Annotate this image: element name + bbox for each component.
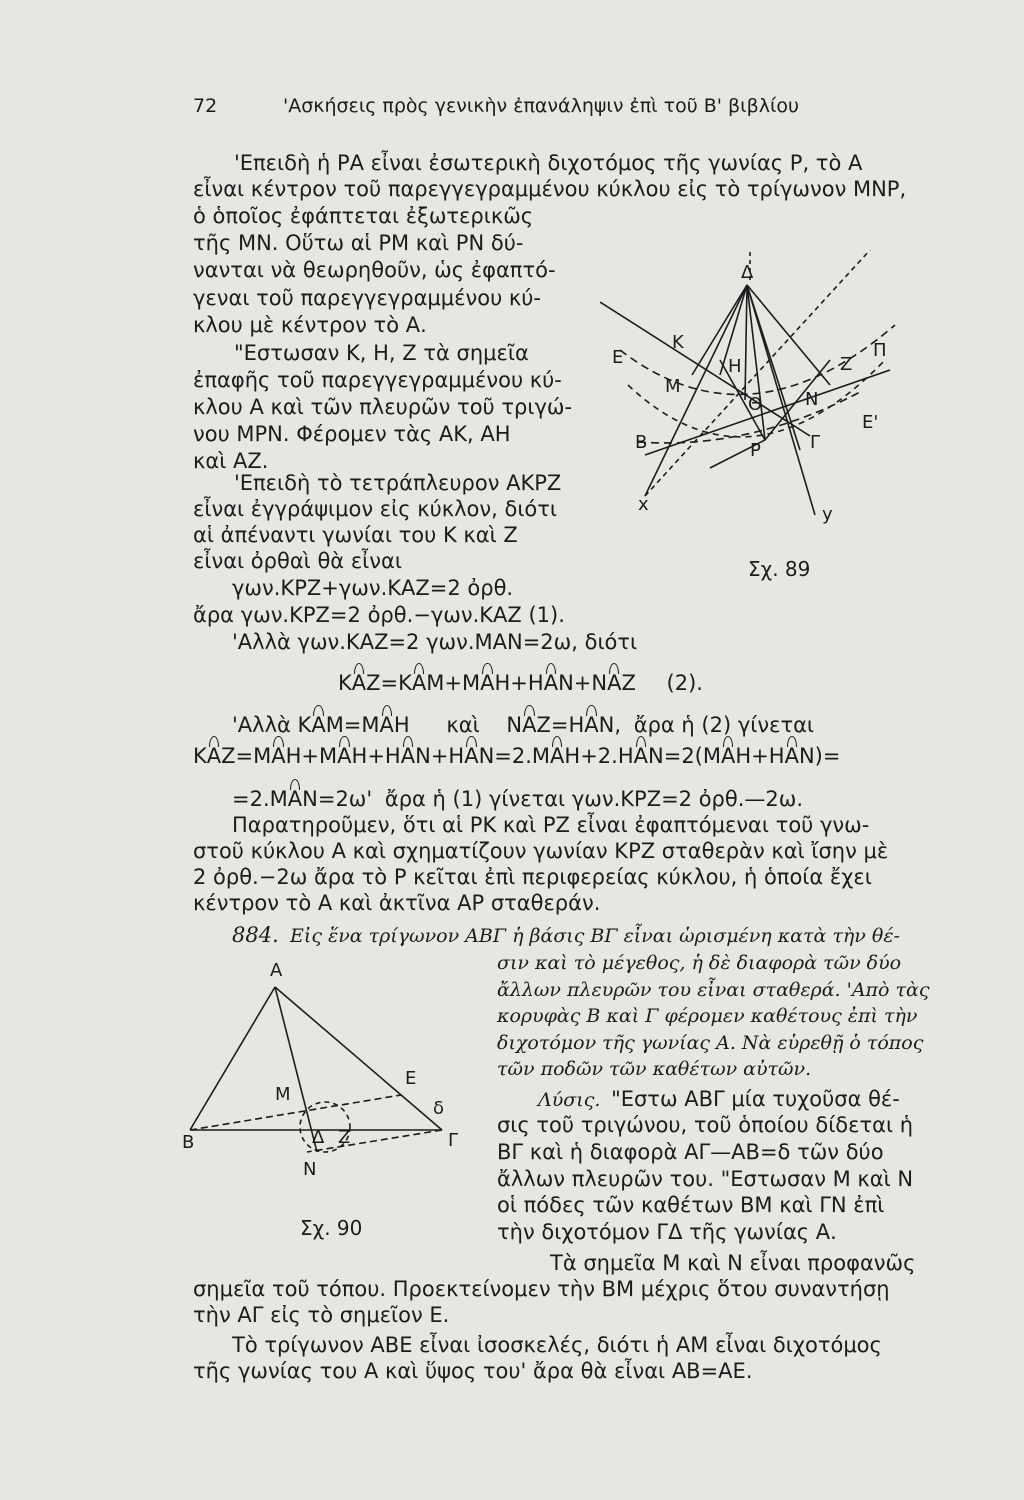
fig89-label-k: Κ <box>672 332 684 353</box>
text-line: εἶναι κέντρον τοῦ παρεγγεγραμμένου κύκλου εἰς τὸ τρίγωνον ΜΝΡ, <box>193 177 907 201</box>
fig89-label-z: Ζ <box>840 354 853 375</box>
figure-89-lines <box>600 250 895 515</box>
figure-90 <box>180 950 480 1180</box>
text-line: εἶναι ἐγγράψιμον εἰς κύκλον, διότι <box>193 497 558 521</box>
fig90-label-a: Α <box>270 960 283 981</box>
fig90-label-m: Μ <box>275 1084 291 1105</box>
solution-line: οἱ πόδες τῶν καθέτων ΒΜ καὶ ΓΝ ἐπὶ <box>497 1193 885 1217</box>
equation-4: KAZ=MAH+MAH+HAN+HAN=2.MAH+2.HAN=2(MAH+HAN)= <box>193 744 841 768</box>
solution-line: ἄλλων πλευρῶν του. "Εστωσαν Μ καὶ Ν <box>497 1167 914 1191</box>
fig89-label-h: Η <box>728 356 742 377</box>
text-line: "Εστωσαν Κ, Η, Ζ τὰ σημεῖα <box>234 341 529 365</box>
text-line: ἐπαφῆς τοῦ παρεγγεγραμμένου κύ- <box>193 368 562 392</box>
solution-label: Λύσις. <box>538 1089 601 1111</box>
fig89-label-g: Γ <box>810 432 821 453</box>
solution-line: τὴν διχοτόμον ΓΔ τῆς γωνίας Α. <box>497 1220 837 1244</box>
text-line: νου ΜΡΝ. Φέρομεν τὰς ΑΚ, ΑΗ <box>193 422 511 446</box>
figure-90-caption: Σχ. 90 <box>300 1216 363 1240</box>
exercise-statement: Εἰς ἕνα τρίγωνον ΑΒΓ ἡ βάσις ΒΓ εἶναι ὡρισμένη κατὰ τὴν θέ- <box>290 925 900 947</box>
solution-line: τὴν ΑΓ εἰς τὸ σημεῖον Ε. <box>193 1303 450 1327</box>
text-line: αἱ ἀπέναντι γωνίαι του Κ καὶ Ζ <box>193 523 518 547</box>
fig89-label-e1: Ε <box>612 347 624 368</box>
text-line: 'Επειδὴ ἡ ΡΑ εἶναι ἐσωτερικὴ διχοτόμος τῆς γωνίας Ρ, τὸ Α <box>234 151 863 175</box>
text-line: γων.ΚΡΖ+γων.ΚΑΖ=2 ὀρθ. <box>232 576 514 600</box>
exercise-statement: διχοτόμον τῆς γωνίας Α. Νὰ εὑρεθῇ ὁ τόπος <box>497 1032 924 1054</box>
text-line: τῆς ΜΝ. Οὕτω αἱ ΡΜ καὶ ΡΝ δύ- <box>193 231 524 255</box>
figure-89-caption: Σχ. 89 <box>748 557 811 581</box>
fig89-label-x: x <box>638 494 649 515</box>
exercise-statement: ἄλλων πλευρῶν του εἶναι σταθερά. 'Απὸ τὰς <box>497 979 930 1001</box>
solution-line: Τὰ σημεῖα Μ καὶ Ν εἶναι προφανῶς <box>550 1251 916 1275</box>
solution-line: ΒΓ καὶ ἡ διαφορὰ ΑΓ—ΑΒ=δ τῶν δύο <box>497 1140 884 1164</box>
fig89-label-b: Β <box>635 432 648 453</box>
fig89-label-n: Ν <box>805 389 819 410</box>
fig89-label-r: Ρ <box>750 440 761 461</box>
exercise-statement: σιν καὶ τὸ μέγεθος, ἡ δὲ διαφορὰ τῶν δύο <box>497 952 902 974</box>
fig90-label-g: Γ <box>448 1130 459 1151</box>
text-line: κέντρον τὸ Α καὶ ἀκτῖνα ΑΡ σταθεράν. <box>193 891 601 915</box>
text-line: στοῦ κύκλου Α καὶ σχηματίζουν γωνίαν ΚΡΖ σταθερὰν καὶ ἴσην μὲ <box>193 839 889 863</box>
fig90-label-e: Ε <box>405 1068 417 1089</box>
text-line: καὶ ΑΖ. <box>193 449 269 473</box>
text-line: ὁ ὁποῖος ἐφάπτεται ἐξωτερικῶς <box>193 204 534 228</box>
fig90-label-b: Β <box>182 1132 195 1153</box>
solution-line: Λύσις. "Εστω ΑΒΓ μία τυχοῦσα θέ- <box>538 1087 900 1111</box>
text-line: Παρατηροῦμεν, ὅτι αἱ ΡΚ καὶ ΡΖ εἶναι ἐφαπτόμεναι τοῦ γνω- <box>232 813 870 837</box>
exercise-number: 884. <box>232 923 279 947</box>
fig89-label-y: y <box>822 504 833 525</box>
fig89-label-pi: Π <box>873 340 887 361</box>
fig89-label-theta: Θ <box>748 394 763 415</box>
text-line: εἶναι ὀρθαὶ θὰ εἶναι <box>193 549 402 573</box>
solution-line: Τὸ τρίγωνον ΑΒΕ εἶναι ἰσοσκελές, διότι ἡ ΑΜ εἶναι διχοτόμος <box>232 1333 882 1357</box>
text-line: κλου Α καὶ τῶν πλευρῶν τοῦ τριγώ- <box>193 395 573 419</box>
fig89-label-m: Μ <box>665 376 681 397</box>
text-line: κλου μὲ κέντρον τὸ Α. <box>193 313 427 337</box>
page-number: 72 <box>193 95 218 117</box>
text-line: 2 ὀρθ.−2ω ἄρα τὸ Ρ κεῖται ἐπὶ περιφερείας κύκλου, ἡ ὁποία ἔχει <box>193 865 872 889</box>
text-line: γεναι τοῦ παρεγγεγραμμένου κύ- <box>193 286 542 310</box>
solution-line: σημεῖα τοῦ τόπου. Προεκτείνομεν τὴν ΒΜ μέχρις ὅτου συναντήσῃ <box>193 1277 890 1301</box>
fig89-label-e2: Ε' <box>862 412 879 433</box>
figure-89 <box>600 250 920 560</box>
equation-5: =2.MAN=2ω' ἄρα ἡ (1) γίνεται γων.ΚΡΖ=2 ὀρθ.—2ω. <box>232 787 804 811</box>
exercise-statement: κορυφὰς Β καὶ Γ φέρομεν καθέτους ἐπὶ τὴν <box>497 1005 918 1027</box>
fig90-label-d: δ <box>433 1098 445 1119</box>
text-line: ἄρα γων.ΚΡΖ=2 ὀρθ.−γων.ΚΑΖ (1). <box>193 603 565 627</box>
text-line: 'Επειδὴ τὸ τετράπλευρον ΑΚΡΖ <box>234 471 562 495</box>
equation-2: KAZ=KAM+MAH+HAN+NAZ (2). <box>338 671 703 695</box>
solution-line: τῆς γωνίας του Α καὶ ὕψος του' ἄρα θὰ εἶναι ΑΒ=ΑΕ. <box>193 1359 753 1383</box>
exercise-statement: τῶν ποδῶν τῶν καθέτων αὐτῶν. <box>497 1058 812 1080</box>
fig89-label-delta: Δ <box>741 262 754 283</box>
running-title: 'Ασκήσεις πρὸς γενικὴν ἐπανάληψιν ἐπὶ τοῦ Β' βιβλίου <box>283 95 800 117</box>
fig90-label-n: Ν <box>303 1159 317 1180</box>
fig90-label-z: Ζ <box>338 1127 351 1148</box>
fig90-label-delta: Δ <box>312 1127 325 1148</box>
solution-line: σις τοῦ τριγώνου, τοῦ ὁποίου δίδεται ἡ <box>497 1113 914 1137</box>
text-line: νανται νὰ θεωρηθοῦν, ὡς ἐφαπτό- <box>193 258 556 282</box>
text-line: 'Αλλὰ γων.ΚΑΖ=2 γων.ΜΑΝ=2ω, διότι <box>232 630 638 654</box>
equation-3: 'Αλλὰ KAM=MAH καὶ NAZ=HAN, ἄρα ἡ (2) γίνεται <box>232 713 815 737</box>
